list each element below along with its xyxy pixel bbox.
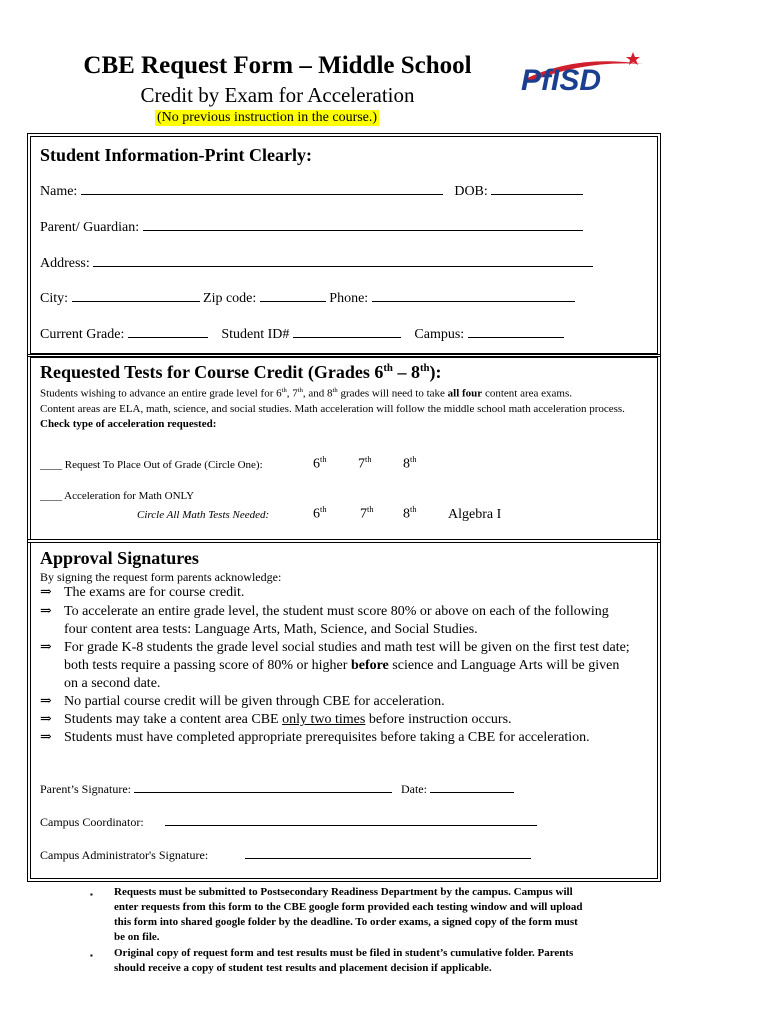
- coordinator-field[interactable]: [165, 813, 537, 826]
- arrow-icon: ⇒: [40, 640, 52, 655]
- math-acceleration-option[interactable]: ____ Acceleration for Math ONLY: [40, 490, 195, 502]
- name-label: Name:: [40, 184, 78, 199]
- math-8-option[interactable]: 8th: [403, 505, 417, 522]
- phone-field[interactable]: [372, 289, 575, 302]
- bullet-icon: ▪: [90, 951, 93, 960]
- ack-item-3-cont: both tests require a passing score of 80% or higher before science and Language Arts will be given: [64, 658, 620, 673]
- address-row: [40, 254, 593, 272]
- ack-item-4: ⇒ No partial course credit will be given through CBE for acceleration.: [40, 694, 445, 709]
- check-label: Check type of acceleration requested:: [40, 417, 217, 430]
- campus-field[interactable]: [468, 325, 564, 338]
- grade-row: [40, 325, 564, 343]
- ack-item-6: ⇒ Students must have completed appropriate prerequisites before taking a CBE for acceleration.: [40, 730, 590, 745]
- arrow-icon: ⇒: [40, 730, 52, 745]
- parent-row: [40, 218, 583, 236]
- zip-field[interactable]: [260, 289, 326, 302]
- coordinator-label: Campus Coordinator:: [40, 815, 144, 829]
- student-info-section: [30, 136, 658, 354]
- ack-item-1: ⇒ The exams are for course credit.: [40, 585, 245, 600]
- grade-7-option[interactable]: 7th: [358, 455, 372, 472]
- dob-field[interactable]: [491, 182, 583, 195]
- math-7-option[interactable]: 7th: [360, 505, 374, 522]
- parent-signature-label: Parent’s Signature:: [40, 782, 131, 796]
- grade-8-option[interactable]: 8th: [403, 455, 417, 472]
- ack-item-3-cont2: on a second date.: [64, 676, 161, 691]
- place-out-option[interactable]: ____ Request To Place Out of Grade (Circle One):: [40, 459, 263, 471]
- parent-field[interactable]: [143, 218, 583, 231]
- bullet-icon: ▪: [90, 890, 93, 899]
- administrator-label: Campus Administrator's Signature:: [40, 848, 209, 862]
- dob-label: DOB:: [454, 184, 488, 199]
- algebra-option[interactable]: Algebra I: [448, 507, 502, 522]
- grade-label: Current Grade:: [40, 327, 125, 342]
- address-label: Address:: [40, 256, 90, 271]
- tests-paragraph: Students wishing to advance an entire grade level for 6th, 7th, and 8th grades will need to take all four content area exams. Content areas are ELA, math, science, and social studies. Math acceleration will follow the middle school math acceleration process. Check type of acceleration requested:: [40, 387, 625, 430]
- student-id-label: Student ID#: [221, 327, 290, 342]
- campus-label: Campus:: [414, 327, 465, 342]
- arrow-icon: ⇒: [40, 712, 52, 727]
- parent-label: Parent/ Guardian:: [40, 220, 140, 235]
- city-row: [40, 289, 575, 307]
- parent-signature-row: [40, 780, 514, 797]
- footer-note-2: ▪ Original copy of request form and test results must be filed in student’s cumulative folder. Parents should receive a copy of student test results and placement decision if applicable.: [90, 947, 574, 974]
- page-title: CBE Request Form – Middle School: [83, 52, 472, 79]
- date-label: Date:: [400, 782, 427, 796]
- arrow-icon: ⇒: [40, 585, 52, 600]
- city-field[interactable]: [72, 289, 200, 302]
- approval-intro: By signing the request form parents acknowledge:: [40, 570, 282, 584]
- highlight-note: (No previous instruction in the course.): [157, 110, 378, 125]
- math-tests-label: Circle All Math Tests Needed:: [137, 509, 270, 521]
- pfisd-logo: [515, 50, 650, 98]
- zip-label: Zip code:: [203, 291, 257, 306]
- grade-6-option[interactable]: 6th: [313, 455, 327, 472]
- city-label: City:: [40, 291, 69, 306]
- arrow-icon: ⇒: [40, 604, 52, 619]
- student-id-field[interactable]: [293, 325, 401, 338]
- coordinator-row: [40, 813, 537, 830]
- ack-item-2: ⇒ To accelerate an entire grade level, the student must score 80% or above on each of the following: [40, 604, 609, 619]
- name-field[interactable]: [81, 182, 443, 195]
- date-field[interactable]: [430, 780, 514, 793]
- address-field[interactable]: [93, 254, 593, 267]
- student-info-heading: Student Information-Print Clearly:: [40, 145, 312, 165]
- ack-item-5: ⇒ Students may take a content area CBE only two times before instruction occurs.: [40, 712, 512, 727]
- administrator-row: [40, 846, 531, 863]
- page-subtitle: Credit by Exam for Acceleration: [140, 83, 415, 107]
- administrator-field[interactable]: [245, 846, 531, 859]
- grade-field[interactable]: [128, 325, 208, 338]
- approval-heading: Approval Signatures: [40, 548, 199, 568]
- phone-label: Phone:: [329, 291, 369, 306]
- footer-note-1: ▪ Requests must be submitted to Postsecondary Readiness Department by the campus. Campus will enter requests from this form to the CBE google form provided each testing window and will upload this form into shared google folder by the deadline. To order exams, a signed copy of the form must be on file.: [90, 886, 583, 943]
- tests-heading: Requested Tests for Course Credit (Grades 6th – 8th):: [40, 362, 442, 382]
- logo-text: PfISD: [521, 64, 602, 97]
- arrow-icon: ⇒: [40, 694, 52, 709]
- ack-item-3: ⇒ For grade K-8 students the grade level social studies and math test will be given on the first test date;: [40, 640, 630, 655]
- parent-signature-field[interactable]: [134, 780, 392, 793]
- math-6-option[interactable]: 6th: [313, 505, 327, 522]
- ack-item-2-cont: four content area tests: Language Arts, Math, Science, and Social Studies.: [64, 622, 478, 637]
- name-row: [40, 182, 583, 200]
